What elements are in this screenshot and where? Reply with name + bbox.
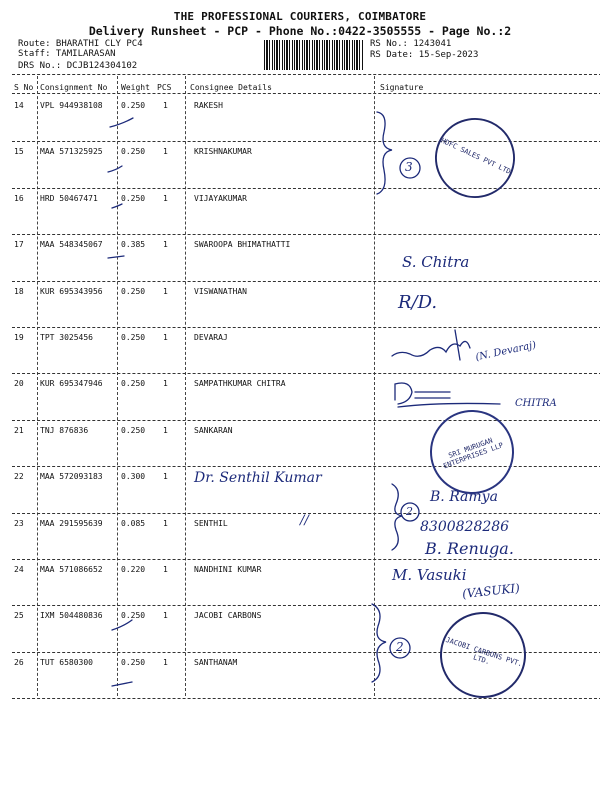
row-pcs: 1 — [163, 101, 168, 110]
stamp-text: HDFC SALES PVT LTD — [439, 136, 512, 176]
row-consignee: JACOBI CARBONS — [194, 611, 262, 621]
row-consignee: VIJAYAKUMAR — [194, 193, 247, 203]
handwritten-circle-number: 2 — [406, 505, 413, 518]
row-consignment-no: KUR 695343956 — [40, 286, 103, 296]
header-pcs: PCS — [157, 83, 172, 92]
row-consignment-no: MAA 291595639 — [40, 518, 103, 528]
row-sno: 17 — [14, 240, 24, 250]
row-pcs: 1 — [163, 425, 168, 435]
row-weight: 0.250 — [121, 333, 146, 342]
header-consignment: Consignment No — [40, 83, 108, 92]
row-consignment-no: KUR 695347946 — [40, 379, 103, 389]
row-consignment-no: MAA 571325925 — [40, 147, 103, 157]
row-consignment-no: MAA 548345067 — [40, 240, 103, 250]
row-consignee: SANKARAN — [194, 425, 233, 435]
row-consignment-no: TNJ 876836 — [40, 425, 89, 435]
row-sno: 16 — [14, 193, 24, 203]
header-signature: Signature — [380, 83, 424, 92]
row-weight: 0.250 — [121, 379, 146, 389]
row-sno: 24 — [14, 565, 24, 574]
row-weight: 0.300 — [121, 472, 146, 482]
row-consignee: VISWANATHAN — [194, 286, 247, 296]
row-pcs: 1 — [163, 147, 168, 157]
row-consignment-no: VPL 944938108 — [40, 101, 103, 110]
row-pcs: 1 — [163, 240, 168, 250]
stamp-text: SRI MURUGAN ENTERPRISES LLP — [442, 436, 505, 471]
row-weight: 0.385 — [121, 240, 146, 250]
row-consignment-no: TPT 3025456 — [40, 333, 93, 342]
runsheet-title: Delivery Runsheet - PCP - Phone No.:0422-3505555 - Page No.:2 — [88, 24, 512, 38]
row-pcs: 1 — [163, 286, 168, 296]
row-consignee: DEVARAJ — [194, 333, 228, 342]
row-weight: 0.250 — [121, 657, 146, 667]
staff-label: Staff: TAMILARASAN — [18, 49, 116, 59]
row-consignee: KRISHNAKUMAR — [194, 147, 252, 157]
handwritten-signature: (N. Devaraj) — [474, 339, 538, 364]
header-sno: S No — [14, 83, 34, 92]
row-weight: 0.250 — [121, 611, 146, 621]
handwritten-signature: B. Renuga. — [425, 539, 514, 558]
row-consignment-no: TUT 6580300 — [40, 657, 93, 667]
row-weight: 0.220 — [121, 565, 146, 574]
row-consignment-no: IXM 504480836 — [40, 611, 103, 621]
handwritten-signature: M. Vasuki — [392, 566, 467, 584]
row-pcs: 1 — [163, 565, 168, 574]
row-pcs: 1 — [163, 333, 168, 342]
route-label: Route: BHARATHI CLY PC4 — [18, 39, 143, 49]
row-sno: 23 — [14, 518, 24, 528]
row-sno: 14 — [14, 101, 24, 110]
row-sno: 15 — [14, 147, 24, 157]
row-consignee: SAMPATHKUMAR CHITRA — [194, 379, 286, 389]
row-weight: 0.250 — [121, 425, 146, 435]
row-weight: 0.250 — [121, 101, 146, 110]
row-weight: 0.250 — [121, 286, 146, 296]
row-sno: 21 — [14, 425, 24, 435]
row-consignment-no: MAA 572093183 — [40, 472, 103, 482]
row-consignee: NANDHINI KUMAR — [194, 565, 262, 574]
header-consignee: Consignee Details — [190, 83, 272, 92]
handwritten-signature: B. Ramya — [430, 489, 498, 505]
handwritten-circle-number: 3 — [405, 160, 413, 174]
row-pcs: 1 — [163, 193, 168, 203]
handwritten-signature: (VASUKI) — [461, 581, 521, 601]
stamp-text: JACOBI CARBONS PVT. LTD. — [444, 635, 524, 669]
handwritten-phone: 8300828286 — [420, 519, 510, 535]
row-pcs: 1 — [163, 472, 168, 482]
row-pcs: 1 — [163, 611, 168, 621]
row-sno: 20 — [14, 379, 24, 389]
row-sno: 22 — [14, 472, 24, 482]
row-pcs: 1 — [163, 379, 168, 389]
row-consignee: SANTHANAM — [194, 657, 238, 667]
row-sno: 25 — [14, 611, 24, 621]
handwritten-ditto-mark: // — [300, 513, 309, 528]
rs-date: RS Date: 15-Sep-2023 — [370, 50, 479, 60]
row-consignee: RAKESH — [194, 101, 223, 110]
handwritten-signature: S. Chitra — [402, 253, 470, 271]
rs-number: RS No.: 1243041 — [370, 39, 452, 49]
row-sno: 19 — [14, 333, 24, 342]
company-title: THE PROFESSIONAL COURIERS, COIMBATORE — [173, 10, 427, 23]
header-weight: Weight — [121, 83, 150, 92]
row-weight: 0.250 — [121, 147, 146, 157]
row-consignment-no: HRD 50467471 — [40, 193, 98, 203]
row-sno: 18 — [14, 286, 24, 296]
row-consignee: SWAROOPA BHIMATHATTI — [194, 240, 291, 250]
handwritten-signature: CHITRA — [515, 398, 557, 409]
handwritten-signature: Dr. Senthil Kumar — [194, 470, 322, 486]
handwritten-signature: R/D. — [398, 292, 438, 313]
handwritten-circle-number: 2 — [396, 640, 404, 654]
row-sno: 26 — [14, 657, 24, 667]
row-weight: 0.250 — [121, 193, 146, 203]
row-pcs: 1 — [163, 518, 168, 528]
row-weight: 0.085 — [121, 518, 146, 528]
row-consignment-no: MAA 571086652 — [40, 565, 103, 574]
drs-number: DRS No.: DCJB124304102 — [18, 61, 138, 71]
row-consignee: SENTHIL — [194, 518, 228, 528]
row-pcs: 1 — [163, 657, 168, 667]
